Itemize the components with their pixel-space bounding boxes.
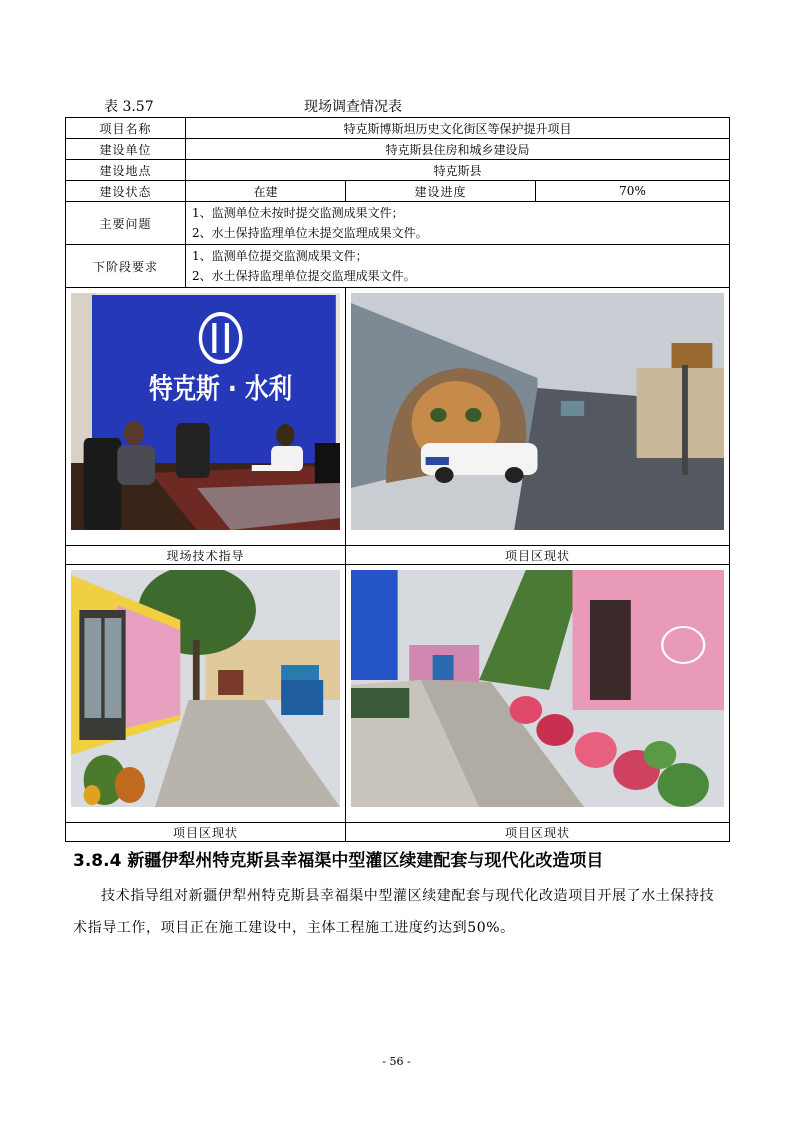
- photo-caption: 项目区现状: [346, 546, 730, 565]
- issue-item: 2、水土保持监理单位未提交监理成果文件。: [192, 226, 428, 240]
- photo-office-meeting: [71, 293, 340, 530]
- issues-label: 主要问题: [66, 202, 186, 245]
- table-caption: [100, 96, 620, 116]
- progress-label: 建设进度: [346, 181, 536, 202]
- next-item: 2、水土保持监理单位提交监理成果文件。: [192, 269, 416, 283]
- table-title: 现场调查情况表: [304, 99, 402, 115]
- photo-cell-1: [66, 288, 346, 546]
- photo-garden-path: [351, 570, 724, 807]
- table-number: 表 3.57: [104, 99, 154, 115]
- table-row: [66, 139, 730, 160]
- table-row: [66, 160, 730, 181]
- photo-sign-text: 特克斯 · 水利: [149, 373, 293, 406]
- next-item: 1、监测单位提交监测成果文件；: [192, 249, 368, 263]
- issue-item: 1、监测单位未按时提交监测成果文件；: [192, 206, 404, 220]
- photo-cell-4: [346, 565, 730, 823]
- owner-value: 特克斯县住房和城乡建设局: [186, 139, 730, 160]
- photo-caption: 项目区现状: [346, 823, 730, 842]
- survey-table: [65, 117, 730, 842]
- table-row: [66, 202, 730, 245]
- progress-value: 70%: [536, 181, 730, 202]
- table-row: [66, 245, 730, 288]
- photo-row: [66, 288, 730, 546]
- photo-caption: 现场技术指导: [66, 546, 346, 565]
- table-row: [66, 181, 730, 202]
- photo-alley: [71, 570, 340, 807]
- section-heading: 3.8.4 新疆伊犁州特克斯县幸福渠中型灌区续建配套与现代化改造项目: [73, 851, 604, 871]
- project-name-label: 项目名称: [66, 118, 186, 139]
- photo-row: [66, 565, 730, 823]
- table-row: [66, 118, 730, 139]
- section-body: 技术指导组对新疆伊犁州特克斯县幸福渠中型灌区续建配套与现代化改造项目开展了水土保持技术指导工作，项目正在施工建设中，主体工程施工进度约达到50%。: [73, 888, 715, 936]
- page-number: - 56 -: [382, 1055, 411, 1068]
- photo-caption: 项目区现状: [66, 823, 346, 842]
- photo-caption-row: [66, 546, 730, 565]
- next-stage-label: 下阶段要求: [66, 245, 186, 288]
- location-label: 建设地点: [66, 160, 186, 181]
- issues-list: [186, 202, 730, 245]
- owner-label: 建设单位: [66, 139, 186, 160]
- next-stage-list: [186, 245, 730, 288]
- location-value: 特克斯县: [186, 160, 730, 181]
- photo-caption-row: [66, 823, 730, 842]
- photo-cell-3: [66, 565, 346, 823]
- status-value: 在建: [186, 181, 346, 202]
- photo-mural-street: [351, 293, 724, 530]
- status-label: 建设状态: [66, 181, 186, 202]
- photo-cell-2: [346, 288, 730, 546]
- project-name: 特克斯博斯坦历史文化街区等保护提升项目: [186, 118, 730, 139]
